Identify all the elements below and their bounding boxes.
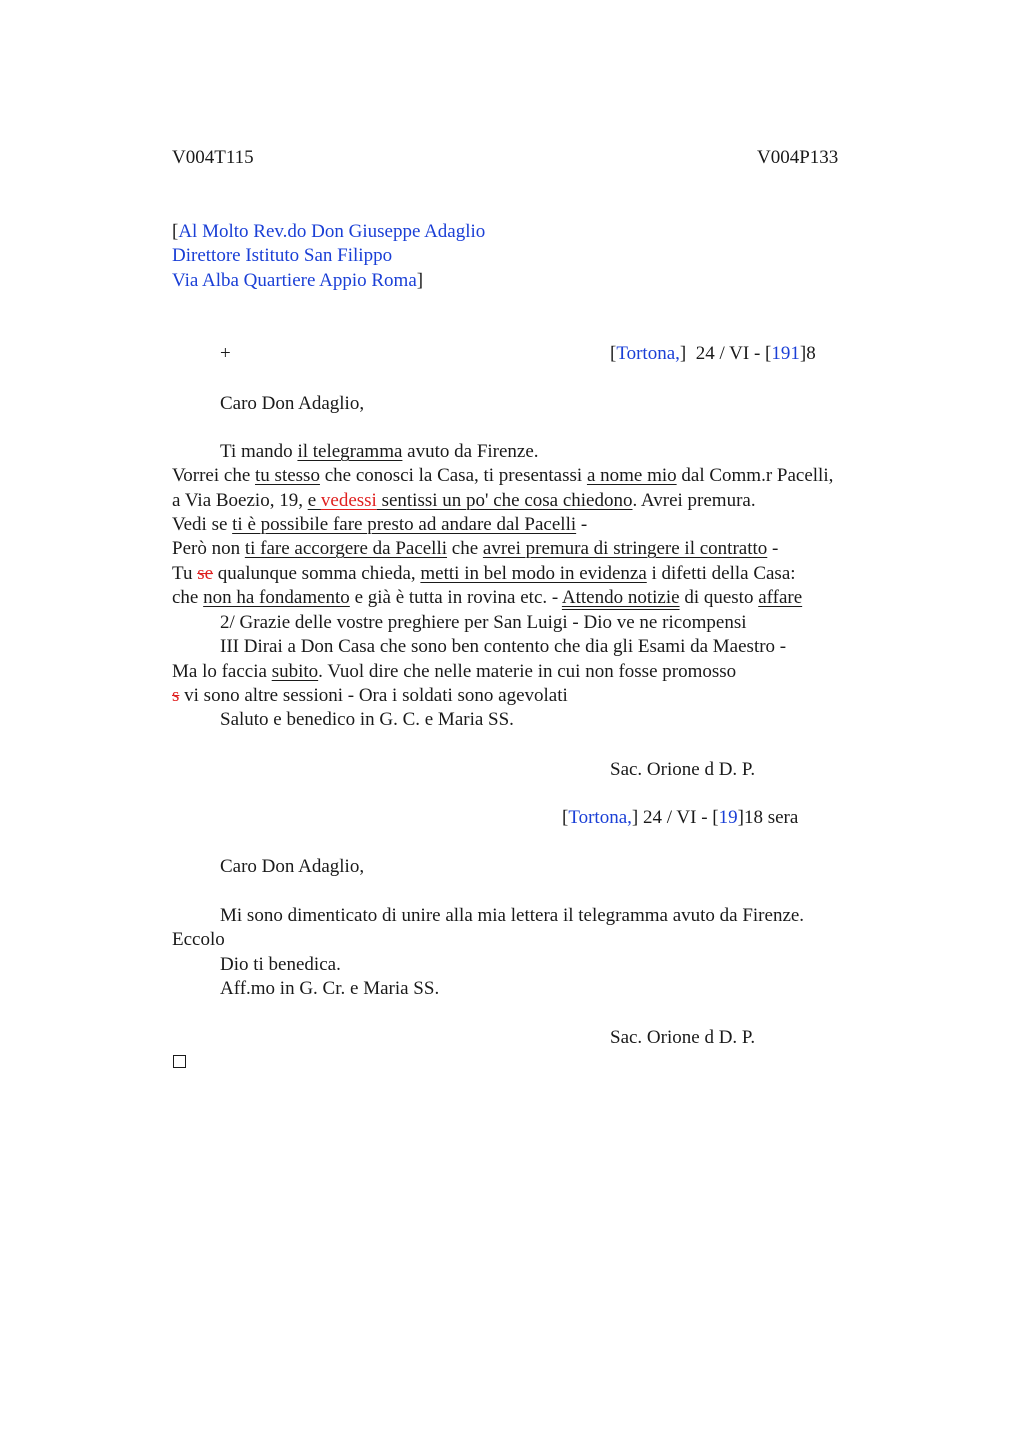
letter2-date-part2: ]18 sera — [737, 807, 799, 828]
page-code-right: V004P133 — [757, 147, 839, 168]
address-street: Via Alba Quartiere Appio Roma — [172, 270, 417, 291]
address-line-1: [Al Molto Rev.do Don Giuseppe Adaglio — [172, 221, 486, 242]
letter2-place: Tortona, — [568, 807, 632, 828]
strikethrough-word: se — [197, 563, 214, 584]
letter2-signature: Sac. Orione d D. P. — [610, 1027, 756, 1048]
letter1-line-11: s vi sono altre sessioni - Ora i soldati sono agevolati — [172, 685, 568, 706]
letter1-year-insert: 191 — [771, 343, 800, 364]
strikethrough-letter: s — [172, 685, 180, 706]
letter1-line-5: Però non ti fare accorgere da Pacelli che avrei premura di stringere il contratto - — [172, 538, 779, 559]
letter1-line-7: che non ha fondamento e già è tutta in rovina etc. - Attendo notizie di questo affare — [172, 587, 803, 608]
address-line-3: Via Alba Quartiere Appio Roma] — [172, 270, 424, 291]
letter2-salutation: Caro Don Adaglio, — [220, 856, 365, 877]
letter1-date-part2: ]8 — [799, 343, 816, 364]
letter1-closing: Saluto e benedico in G. C. e Maria SS. — [220, 709, 514, 730]
strikethrough-word: vedessi — [320, 490, 377, 511]
letter1-line-3: a Via Boezio, 19, e vedessi sentissi un po' che cosa chiedono. Avrei premura. — [172, 490, 756, 511]
letter2-date: [Tortona,] 24 / VI - [19]18 sera — [562, 807, 799, 828]
letter1-line-9: III Dirai a Don Casa che sono ben contento che dia gli Esami da Maestro - — [220, 636, 787, 657]
letter1-line-2: Vorrei che tu stesso che conosci la Casa, ti presentassi a nome mio dal Comm.r Pacelli, — [172, 465, 834, 486]
letter1-place: Tortona, — [616, 343, 680, 364]
recipient-name: Al Molto Rev.do Don Giuseppe Adaglio — [178, 221, 486, 242]
letter1-line-4: Vedi se ti è possibile fare presto ad andare dal Pacelli - — [172, 514, 588, 535]
letter1-date-part1: 24 / VI - [ — [695, 343, 772, 364]
letter1-line-10: Ma lo faccia subito. Vuol dire che nelle materie in cui non fosse promosso — [172, 661, 737, 682]
letter2-line-3: Dio ti benedica. — [220, 954, 341, 975]
letter2-line-2: Eccolo — [172, 929, 225, 950]
letter2-date-part1: 24 / VI - [ — [642, 807, 719, 828]
end-marker-square — [173, 1055, 186, 1068]
letter1-line-8: 2/ Grazie delle vostre preghiere per San Luigi - Dio ve ne ricompensi — [220, 612, 747, 633]
letter2-year-insert: 19 — [718, 807, 738, 828]
letter1-line-6: Tu se qualunque somma chieda, metti in bel modo in evidenza i difetti della Casa: — [172, 563, 796, 584]
letter2-line-4: Aff.mo in G. Cr. e Maria SS. — [220, 978, 440, 999]
letter1-line-1: Ti mando il telegramma avuto da Firenze. — [220, 441, 539, 462]
letter1-salutation: Caro Don Adaglio, — [220, 393, 365, 414]
document-code-left: V004T115 — [172, 147, 254, 168]
letter2-line-1: Mi sono dimenticato di unire alla mia lettera il telegramma avuto da Firenze. — [220, 905, 805, 926]
letter1-date: [Tortona,] 24 / VI - [191]8 — [610, 343, 816, 364]
cross-symbol: + — [220, 343, 231, 364]
letter1-signature: Sac. Orione d D. P. — [610, 759, 756, 780]
address-line-2: Direttore Istituto San Filippo — [172, 245, 393, 266]
